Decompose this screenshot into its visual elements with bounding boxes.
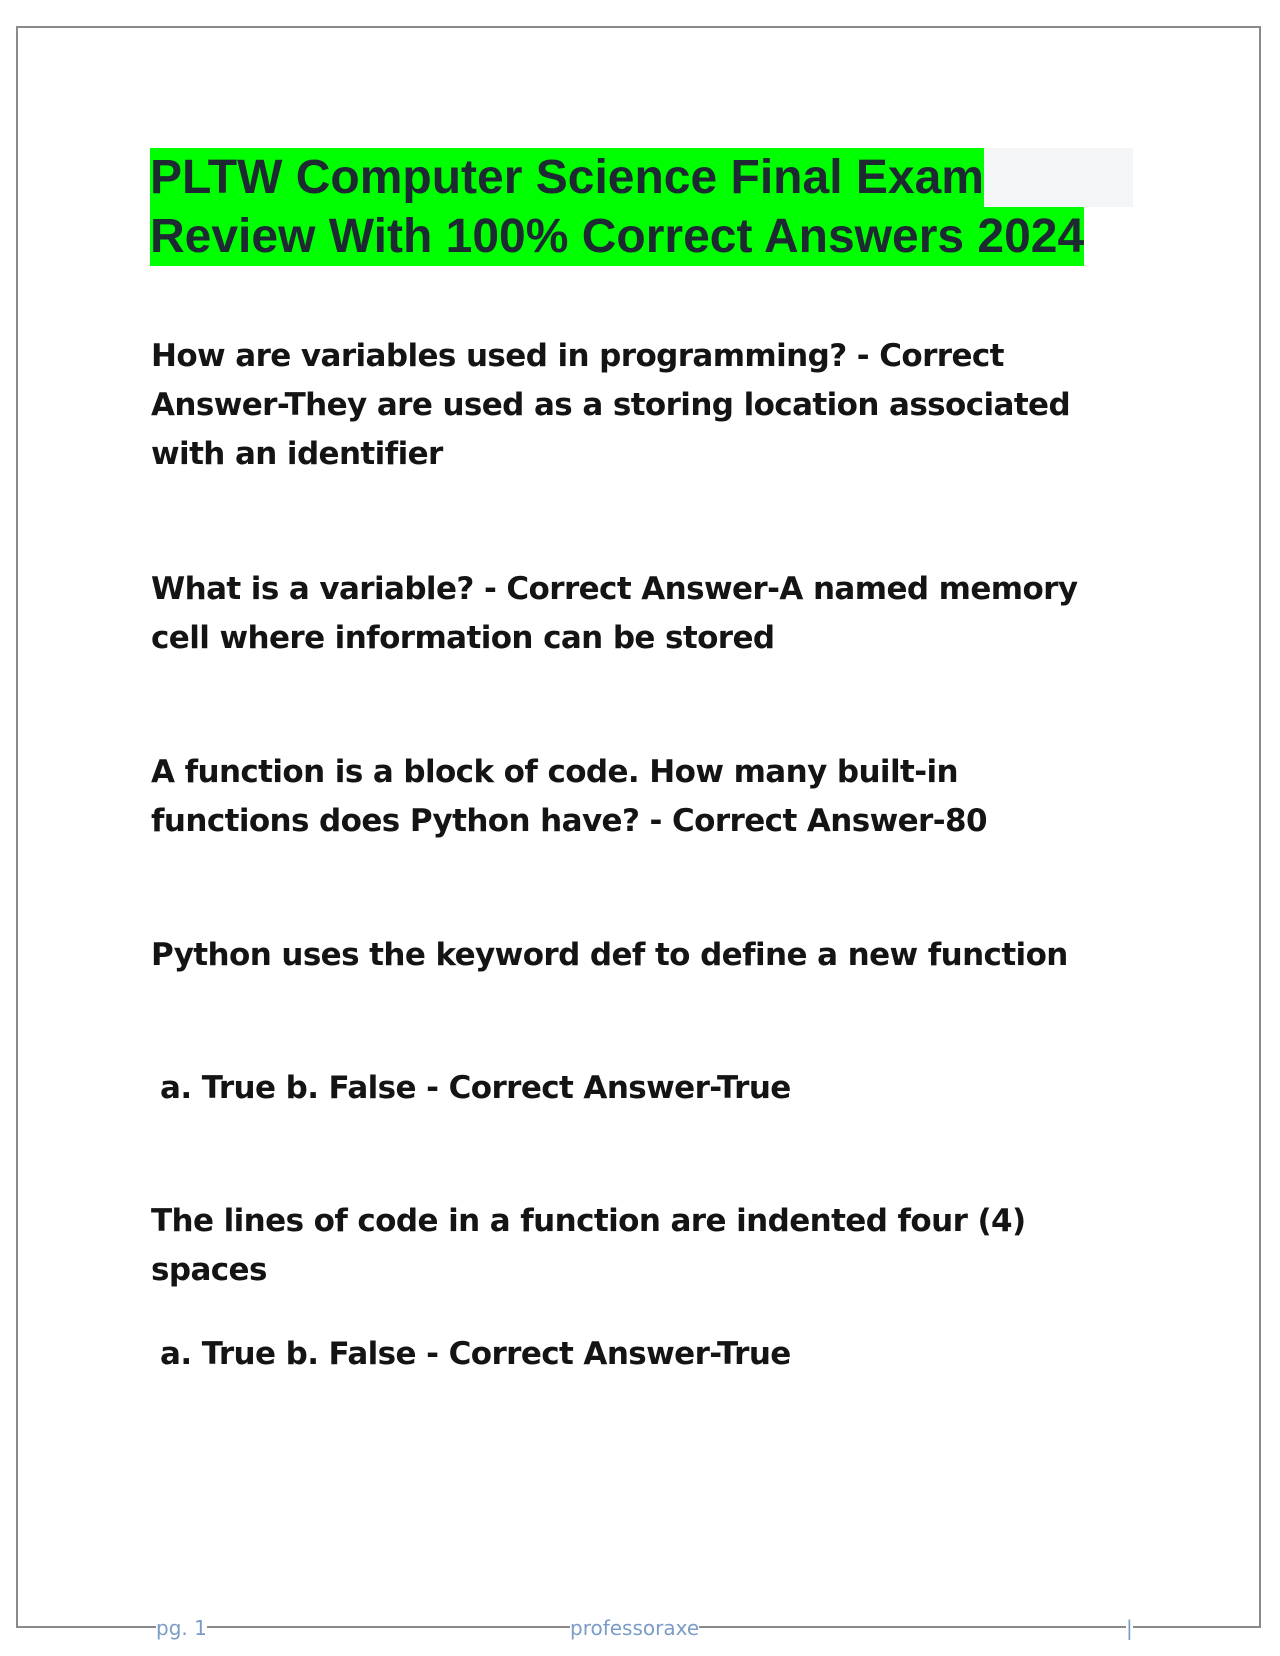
footer-page-number: pg. 1 (156, 1616, 207, 1640)
question-what-is-variable: What is a variable? - Correct Answer-A named memory cell where information can be stored (151, 571, 1078, 656)
title-line-1: PLTW Computer Science Final Exam (150, 148, 984, 207)
question-indentation: The lines of code in a function are indented four (4) spaces (151, 1203, 1026, 1288)
title-line-1-container (150, 148, 1133, 207)
answer-def-keyword: a. True b. False - Correct Answer-True (160, 1070, 791, 1106)
question-def-keyword: Python uses the keyword def to define a new function (151, 937, 1068, 973)
title-line-2: Review With 100% Correct Answers 2024 (150, 207, 1084, 266)
question-built-in-functions: A function is a block of code. How many built-in functions does Python have? - Correct Answer-80 (151, 754, 987, 839)
document-title (150, 148, 1135, 266)
footer-author: professoraxe (570, 1616, 700, 1640)
answer-indentation: a. True b. False - Correct Answer-True (160, 1336, 791, 1372)
question-variables-usage: How are variables used in programming? - Correct Answer-They are used as a storing location associated with an identifier (151, 338, 1071, 472)
footer-right-mark: | (1126, 1616, 1133, 1640)
